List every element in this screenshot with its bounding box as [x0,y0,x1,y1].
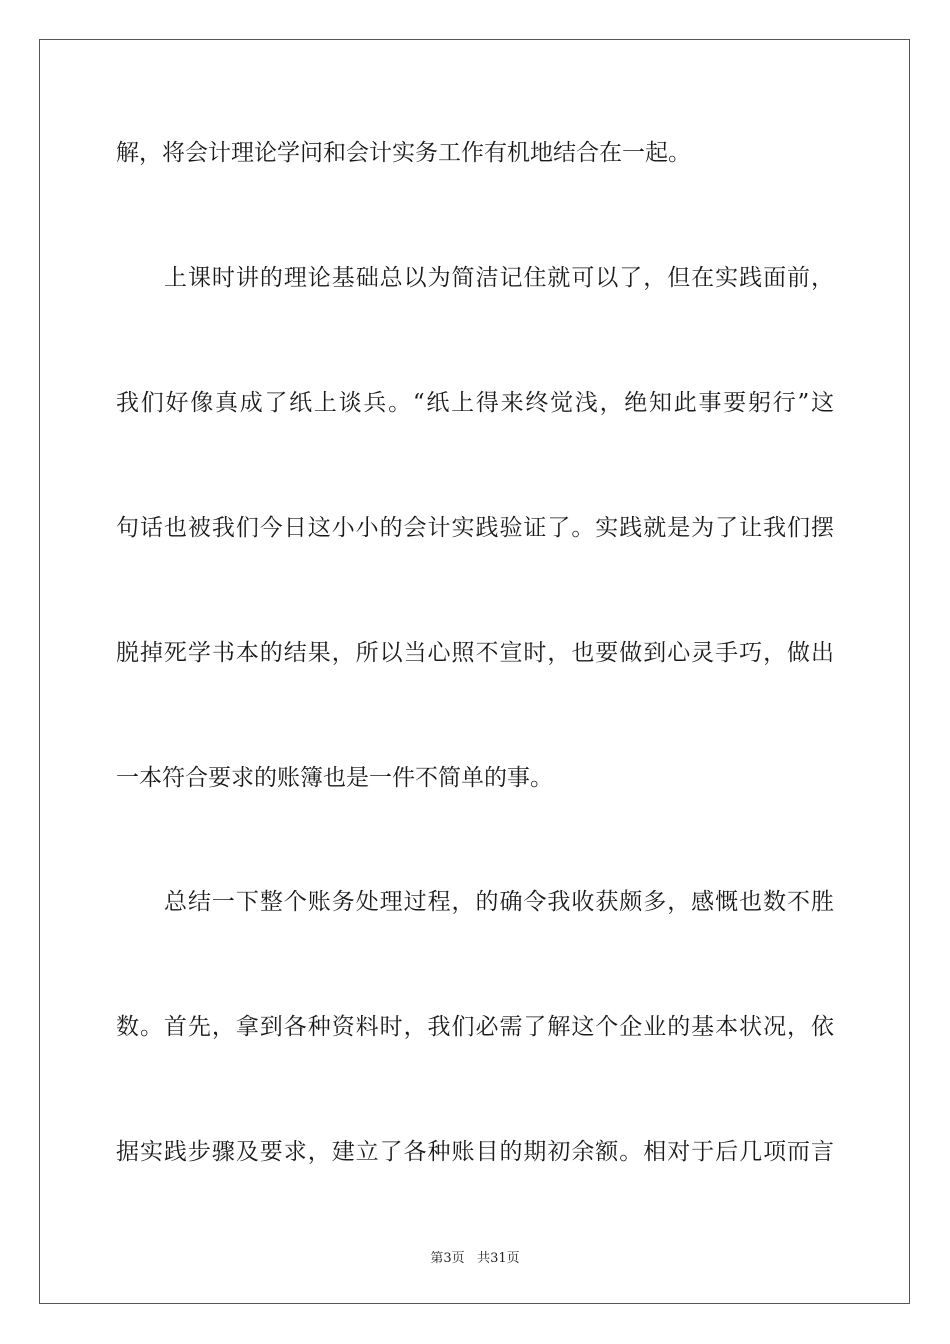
body-line-8: 数。首先，拿到各种资料时，我们必需了解这个企业的基本状况，依 [116,1014,834,1040]
body-line-5: 脱掉死学书本的结果，所以当心照不宣时，也要做到心灵手巧，做出 [116,640,834,666]
body-line-9: 据实践步骤及要求，建立了各种账目的期初余额。相对于后几项而言 [116,1139,834,1165]
page-number: 第3页 [430,1251,465,1266]
total-pages: 共31页 [477,1251,520,1266]
body-line-4: 句话也被我们今日这小小的会计实践验证了。实践就是为了让我们摆 [116,515,834,541]
body-line-2: 上课时讲的理论基础总以为简洁记住就可以了，但在实践面前， [164,265,834,291]
body-line-3: 我们好像真成了纸上谈兵。“纸上得来终觉浅，绝知此事要躬行”这 [116,390,834,416]
body-line-7: 总结一下整个账务处理过程，的确令我收获颇多，感慨也数不胜 [164,889,834,915]
body-line-1: 解，将会计理论学问和会计实务工作有机地结合在一起。 [116,140,691,166]
body-line-6: 一本符合要求的账簿也是一件不简单的事。 [116,765,553,791]
page-footer [0,1247,950,1266]
